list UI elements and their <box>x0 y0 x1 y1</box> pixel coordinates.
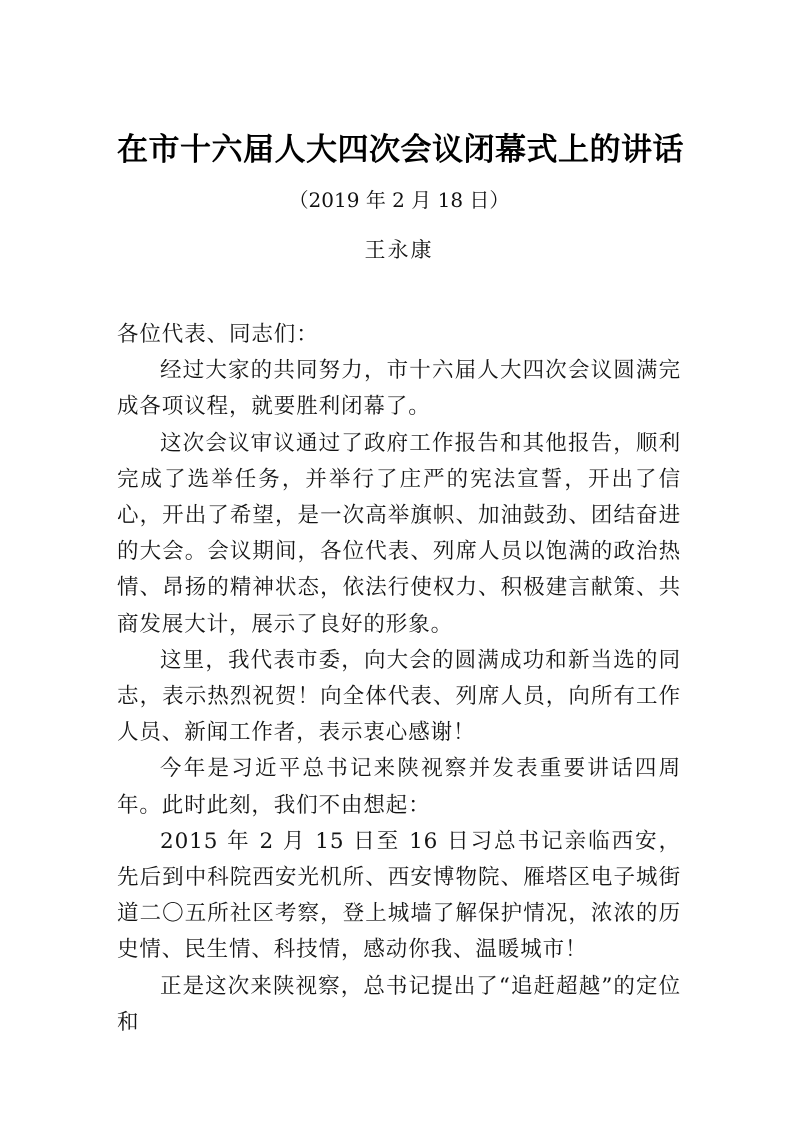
document-body <box>117 0 684 1041</box>
body-paragraph-1: 经过大家的共同努力，市十六届人大四次会议圆满完成各项议程，就要胜利闭幕了。 <box>117 358 681 420</box>
salutation-paragraph: 各位代表、同志们： <box>117 322 319 347</box>
body-paragraph-6: 正是这次来陕视察，总书记提出了“追赶超越”的定位和 <box>117 973 681 1035</box>
body-paragraph-3: 这里，我代表市委，向大会的圆满成功和新当选的同志，表示热烈祝贺！向全体代表、列席人员，向所有工作人员、新闻工作者，表示衷心感谢！ <box>117 647 681 746</box>
body-paragraph-2: 这次会议审议通过了政府工作报告和其他报告，顺利完成了选举任务，并举行了庄严的宪法宣誓，开出了信心，开出了希望，是一次高举旗帜、加油鼓劲、团结奋进的大会。会议期间，各位代表、列席人员以饱满的政治热情、昂扬的精神状态，依法行使权力、积极建言献策、共商发展大计，展示了良好的形象。 <box>117 430 681 637</box>
body-paragraph-4: 今年是习近平总书记来陕视察并发表重要讲话四周年。此时此刻，我们不由想起： <box>117 756 681 818</box>
speech-date: （2019 年 2 月 18 日） <box>288 188 510 212</box>
page-title: 在市十六届人大四次会议闭幕式上的讲话 <box>117 132 684 168</box>
document-content <box>117 265 681 1041</box>
body-paragraph-5: 2015 年 2 月 15 日至 16 日习总书记亲临西安，先后到中科院西安光机所、西安博物院、雁塔区电子城街道二〇五所社区考察，登上城墙了解保护情况，浓浓的历史情、民生情、科技情，感动你我、温暖城市！ <box>117 828 681 963</box>
speech-author: 王永康 <box>364 238 434 262</box>
